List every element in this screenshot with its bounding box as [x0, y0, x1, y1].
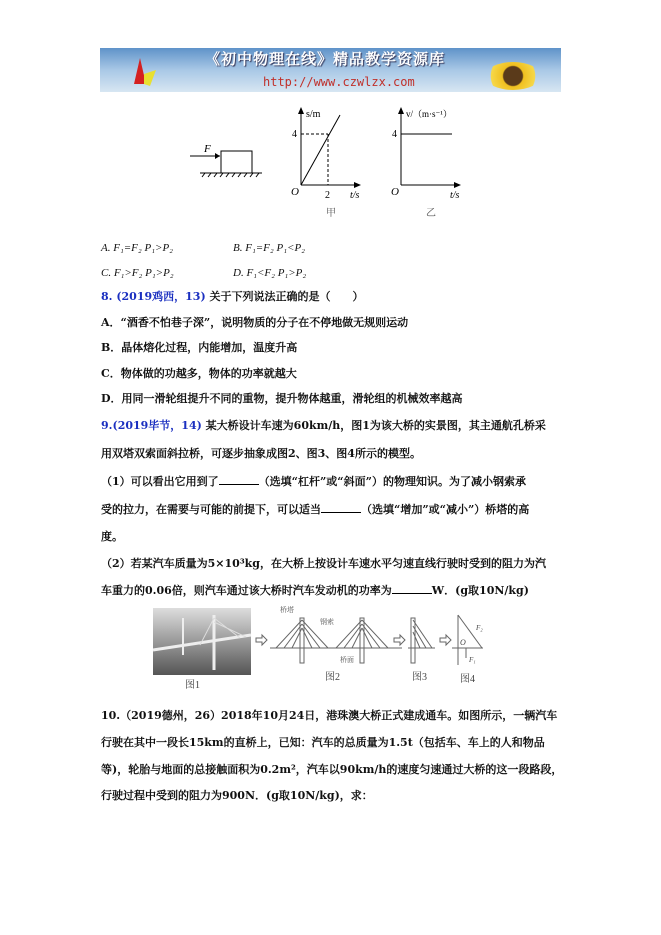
y-axis-label: s/m	[306, 109, 321, 120]
banner-title: 《初中物理在线》精品教学资源库	[205, 50, 446, 68]
answer-blank[interactable]	[219, 474, 259, 485]
deck-label: 桥面	[340, 656, 354, 664]
fig4-caption: 图4	[460, 674, 475, 685]
x-axis-label: t/s	[350, 190, 360, 201]
y-tick: 4	[392, 129, 397, 140]
bridge-figures	[140, 600, 500, 692]
q10-line1: 10.（2019德州，26）2018年10月24日，港珠澳大桥正式建成通车。如图所示，一辆汽车	[101, 709, 558, 722]
question-text: 某大桥设计车速为60km/h，图1为该大桥的实景图，其主通航孔桥采	[205, 419, 546, 432]
fig3-diagram	[408, 618, 435, 663]
block-diagram	[190, 143, 262, 177]
q9-part2: （2）若某汽车质量为5×10³kg，在大桥上按设计车速水平匀速直线行驶时受到的阻力为汽	[101, 557, 546, 570]
question-text: 车重力的0.06倍，则汽车通过该大桥时汽车发动机的功率为	[101, 584, 392, 597]
q8-stem	[101, 289, 364, 305]
question-source: (2019鸡西，13)	[116, 290, 206, 303]
fig3-caption: 图3	[412, 672, 427, 683]
q9-line2: 用双塔双索面斜拉桥，可逐步抽象成图2、图3、图4所示的模型。	[101, 447, 421, 460]
q7-option-a: A. F₁=F₂ P₁>P₂	[101, 242, 173, 254]
header-banner	[100, 48, 561, 92]
q8-option-a: A．“酒香不怕巷子深”，说明物质的分子在不停地做无规则运动	[101, 316, 409, 329]
q10-line2: 行驶在其中一段长15km的直桥上，已知：汽车的总质量为1.5t（包括车、车上的人和物品	[101, 736, 545, 749]
q7-option-b: B. F₁=F₂ P₁<P₂	[233, 242, 305, 254]
caption-jia: 甲	[326, 208, 336, 219]
question-stem: 关于下列说法正确的是（ ）	[209, 290, 364, 303]
v-t-graph	[391, 107, 461, 219]
q7-option-d: D. F₁<F₂ P₁>P₂	[233, 267, 307, 279]
question-number: 8.	[101, 290, 113, 303]
answer-blank[interactable]	[392, 583, 432, 594]
question-text: 受的拉力，在需要与可能的前提下，可以适当	[101, 503, 321, 516]
q9-part1-end: 度。	[101, 530, 123, 543]
q9-part2-cont	[101, 583, 529, 599]
q10-line3: 等)，轮胎与地面的总接触面积为0.2m²，汽车以90km/h的速度匀速通过大桥的这一段路段，	[101, 763, 563, 776]
x-tick: 2	[325, 190, 330, 201]
tower-label: 桥塔	[280, 606, 294, 614]
sunflower-image	[485, 62, 541, 90]
question-text: （选填“杠杆”或“斜面”）的物理知识。为了减小钢索承	[258, 475, 526, 488]
question-text: W．(g取10N/kg)	[431, 584, 529, 597]
q7-option-c: C. F₁>F₂ P₁>P₂	[101, 267, 174, 279]
cable-label: 钢索	[320, 618, 334, 626]
caption-yi: 乙	[426, 208, 436, 219]
f1-label: F₁	[469, 656, 476, 664]
origin-label: O	[291, 186, 299, 198]
q8-option-d: D．用同一滑轮组提升不同的重物，提升物体越重，滑轮组的机械效率越高	[101, 392, 463, 405]
f2-label: F₂	[476, 624, 483, 632]
y-axis-label: v/（m·s⁻¹）	[406, 109, 452, 119]
question-text: （选填“增加”或“减小”）桥塔的高	[361, 503, 530, 516]
q8-option-c: C．物体做的功越多，物体的功率就越大	[101, 367, 297, 380]
question-source: (2019毕节，14)	[112, 419, 202, 432]
logo-icon	[130, 58, 156, 88]
x-axis-label: t/s	[450, 190, 460, 201]
question-number: 9.	[101, 419, 113, 432]
fig2-caption: 图2	[325, 672, 340, 683]
fig2-diagram	[270, 618, 402, 663]
question-text: （1）可以看出它用到了	[101, 475, 219, 488]
force-label: F	[204, 143, 211, 155]
q9-line1	[101, 418, 546, 434]
physics-figure	[190, 105, 480, 220]
q8-option-b: B．晶体熔化过程，内能增加，温度升高	[101, 341, 298, 354]
s-t-graph	[291, 107, 361, 219]
q9-part1	[101, 474, 526, 490]
answer-blank[interactable]	[321, 502, 361, 513]
fig4-diagram	[452, 615, 483, 665]
o-label: O	[460, 638, 466, 647]
q10-line4: 行驶过程中受到的阻力为900N．(g取10N/kg)，求：	[101, 789, 373, 802]
banner-url[interactable]: http://www.czwlzx.com	[263, 75, 415, 89]
origin-label: O	[391, 186, 399, 198]
q9-part1-cont	[101, 502, 529, 518]
fig1-caption: 图1	[185, 680, 200, 691]
y-tick: 4	[292, 129, 297, 140]
